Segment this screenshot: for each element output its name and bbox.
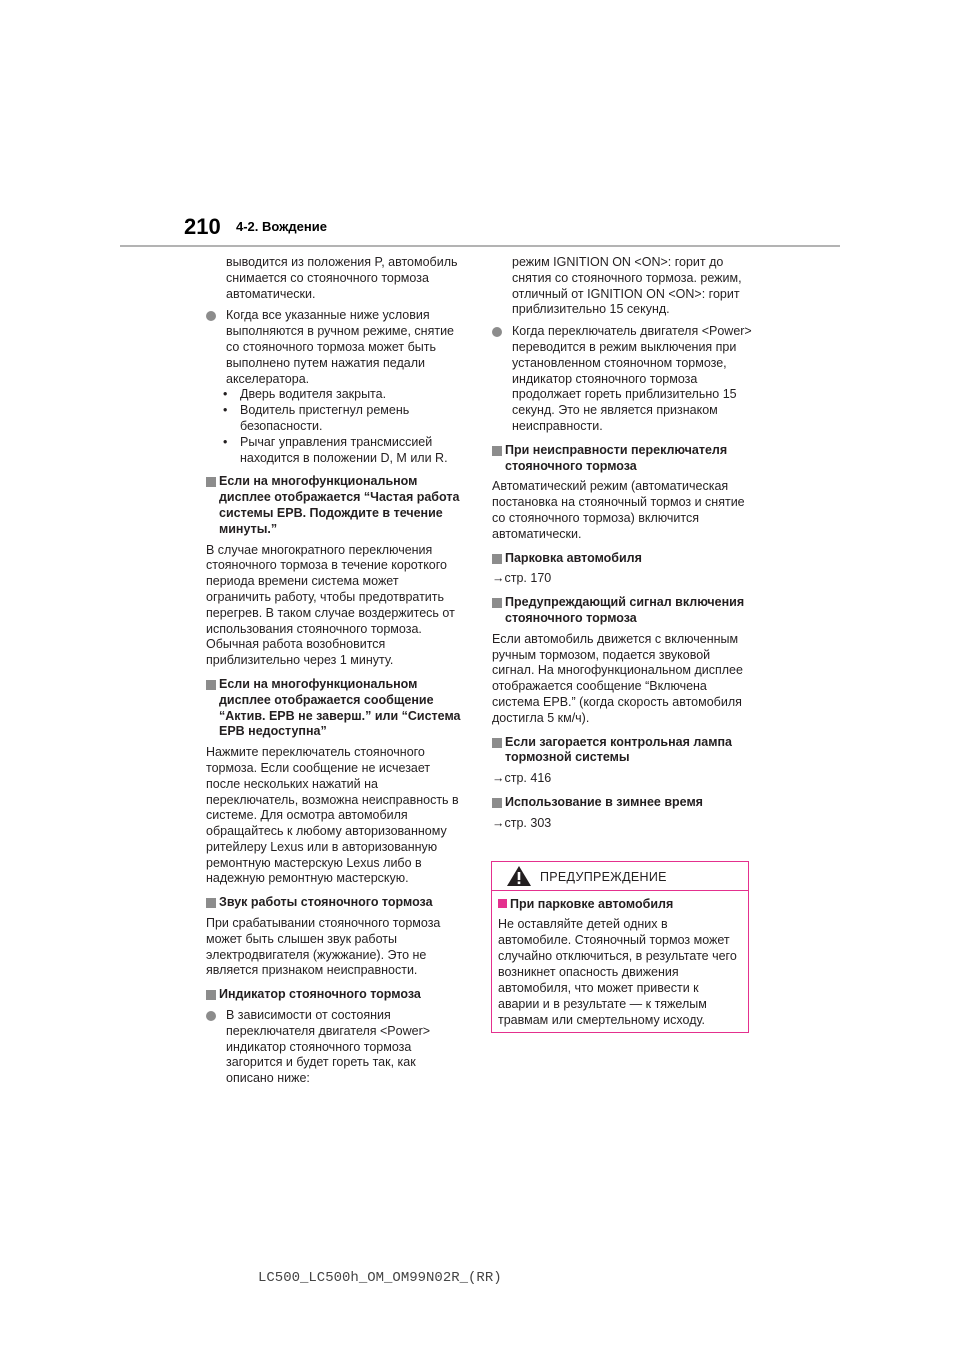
bullet-dot-icon (206, 311, 216, 321)
page-reference-link[interactable]: →стр. 170 (492, 571, 552, 586)
section-heading: Парковка автомобиля (492, 551, 752, 567)
section-heading: При неисправности переключателя стояночного тормоза (492, 443, 752, 475)
square-marker-icon (492, 554, 502, 564)
document-code-footer: LC500_LC500h_OM_OM99N02R_(RR) (258, 1270, 502, 1286)
square-marker-icon (492, 598, 502, 608)
bullet-text: В зависимости от состояния переключателя двигателя <Power> индикатор стояночного тормоза загорится и будет гореть так, как описано ниже: (226, 1008, 431, 1086)
section-heading: Использование в зимнее время (492, 795, 752, 811)
body-paragraph: Если автомобиль движется с включенным ручным тормозом, подается звуковой сигнал. На многофункциональном дисплее отображается сообщение “Включена система EPB.” (когда скорость автомобиля достигла 5 км/ч). (492, 631, 743, 725)
bullet-item (492, 324, 752, 435)
section-heading: Если на многофункциональном дисплее отображается сообщение “Актив. EPB не заверш.” или “Система EPB недоступна” (206, 677, 466, 740)
body-paragraph: Нажмите переключатель стояночного тормоза. Если сообщение не исчезает после нескольких нажатий на переключатель, возможна неисправность в системе. Для осмотра автомобиля обращайтесь к любому авторизованному ритейлеру Lexus или в авторизованную ремонтную мастерскую Lexus либо в надежную ремонтную мастерскую. (206, 745, 459, 886)
page-number: 210 (184, 214, 221, 239)
warning-body (492, 891, 748, 1028)
bullet-item (206, 308, 466, 387)
warning-triangle-icon (506, 865, 532, 887)
bullet-text: Когда все указанные ниже условия выполняются в ручном режиме, снятие со стояночного тормоза может быть выполнено путем нажатия педали акселератора. (226, 308, 455, 386)
header-divider (120, 245, 840, 247)
section-heading: Если загорается контрольная лампа тормозной системы (492, 735, 752, 767)
page-reference-link[interactable]: →стр. 303 (492, 815, 552, 830)
section-heading: Индикатор стояночного тормоза (206, 987, 466, 1003)
section-title: 4-2. Вождение (236, 219, 327, 234)
bullet-dot-icon (206, 1011, 216, 1021)
bullet-text: Когда переключатель двигателя <Power> переводится в режим выключения при установленном стояночном тормозе, индикатор стояночного тормоза продолжает гореть приблизительно 15 секунд. Это не является признаком неисправности. (512, 324, 752, 433)
square-marker-icon (492, 446, 502, 456)
square-marker-icon (206, 898, 216, 908)
continuation-paragraph: режим IGNITION ON <ON>: горит до снятия со стояночного тормоза. режим, отличный от IGNITION ON <ON>: горит приблизительно 15 секунд. (512, 255, 742, 317)
left-column (206, 255, 466, 1093)
warning-subheading: При парковке автомобиля (498, 896, 740, 912)
body-paragraph: Автоматический режим (автоматическая постановка на стояночный тормоз и снятие со стояночного тормоза) включится автоматически. (492, 479, 745, 541)
square-marker-icon (206, 990, 216, 1000)
square-marker-icon (492, 738, 502, 748)
square-marker-icon (498, 899, 507, 908)
conditions-list (206, 387, 466, 466)
square-marker-icon (206, 477, 216, 487)
condition-item: • Дверь водителя закрыта. (223, 387, 387, 402)
bullet-dot-icon (492, 327, 502, 337)
bullet-item (206, 1008, 466, 1087)
intro-paragraph: выводится из положения P, автомобиль снимается со стояночного тормоза автоматически. (226, 255, 458, 301)
section-heading: Если на многофункциональном дисплее отображается “Частая работа системы EPB. Подождите в течение минуты.” (206, 474, 466, 537)
section-heading: Предупреждающий сигнал включения стояночного тормоза (492, 595, 752, 627)
section-heading: Звук работы стояночного тормоза (206, 895, 466, 911)
condition-item: • Рычаг управления трансмиссией находится в положении D, M или R. (223, 434, 448, 465)
warning-title: ПРЕДУПРЕЖДЕНИЕ (540, 870, 667, 884)
warning-box (491, 861, 749, 1033)
page-reference-link[interactable]: →стр. 416 (492, 771, 552, 786)
body-paragraph: При срабатывании стояночного тормоза может быть слышен звук работы электродвигателя (жужжание). Это не является признаком неисправности. (206, 916, 441, 978)
right-column (492, 255, 752, 838)
warning-header (492, 862, 748, 891)
square-marker-icon (206, 680, 216, 690)
body-paragraph: В случае многократного переключения стояночного тормоза в течение короткого периода времени система может ограничить работу, чтобы предотвратить перегрев. В таком случае воздержитесь от использования стояночного тормоза. Обычная работа возобновится приблизительно через 1 минуту. (206, 542, 455, 668)
warning-text: Не оставляйте детей одних в автомобиле. Стояночный тормоз может случайно отключиться, в результате чего возникнет опасность движения автомобиля, что может привести к аварии и в результате — к тяжелым травмам или смертельному исходу. (498, 917, 737, 1027)
square-marker-icon (492, 798, 502, 808)
condition-item: • Водитель пристегнул ремень безопасности. (223, 403, 410, 433)
